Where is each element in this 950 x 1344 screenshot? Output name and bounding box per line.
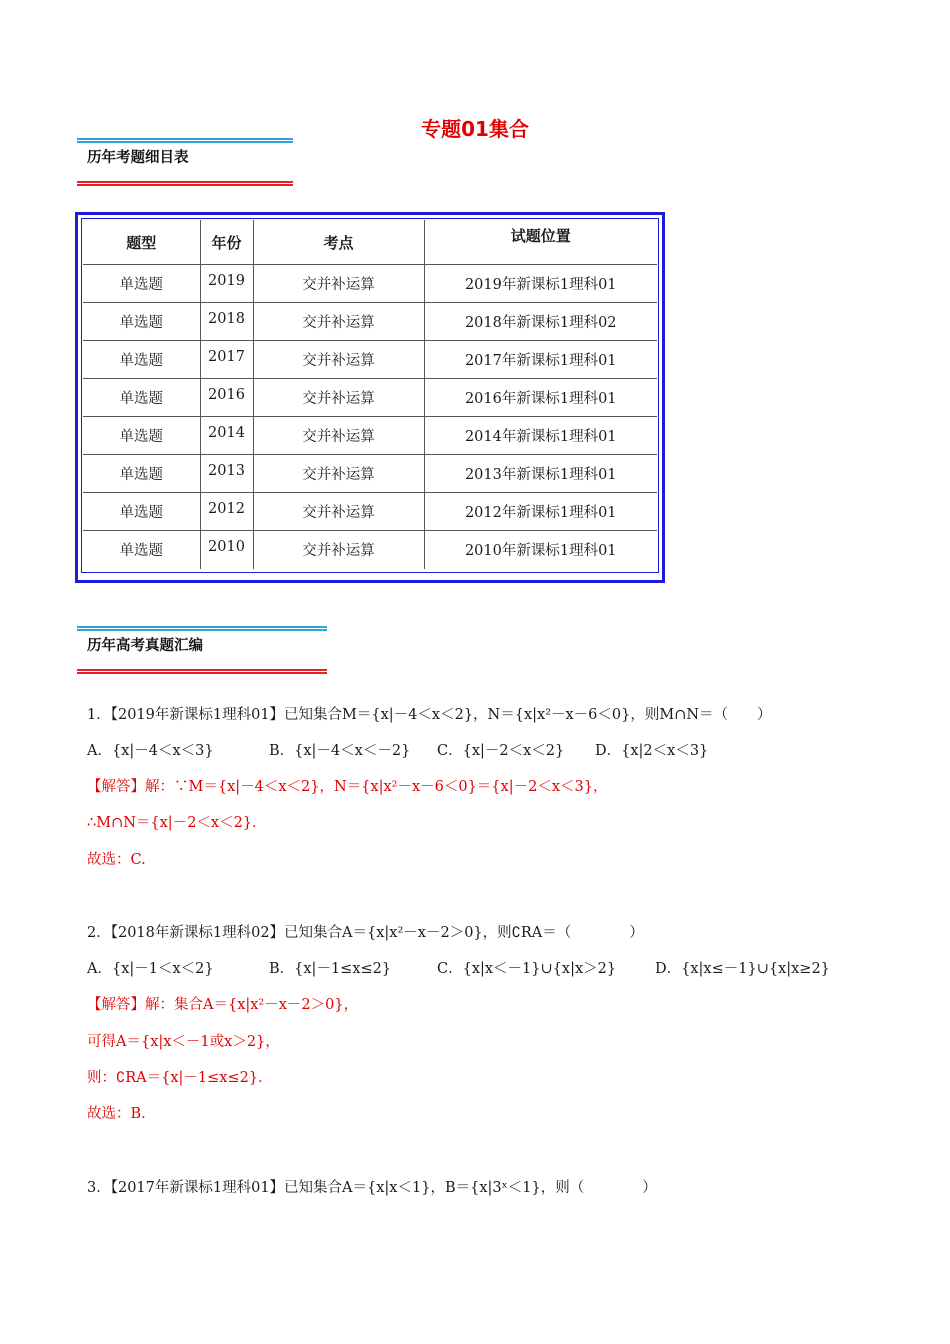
section-title: 历年考题细目表 [87, 150, 189, 166]
cell-year: 2013 [200, 455, 253, 493]
exam-table-frame [75, 212, 665, 583]
header-topic: 考点 [253, 220, 424, 265]
table-row [83, 341, 657, 379]
question-2-solution-line-1: 【解答】解：集合A＝{x|x²－x－2＞0}， [87, 997, 359, 1013]
option-d: D．{x|2＜x＜3} [595, 743, 709, 759]
cell-topic: 交并补运算 [253, 493, 424, 531]
cell-year: 2014 [200, 417, 253, 455]
cell-position: 2013年新课标1理科01 [424, 455, 657, 493]
table-row [83, 455, 657, 493]
question-2-solution-line-3: 则：∁RA＝{x|－1≤x≤2}． [87, 1070, 273, 1086]
question-2-answer: 故选：B. [87, 1106, 146, 1122]
section-bottom-rule [77, 181, 293, 186]
cell-type: 单选题 [83, 303, 200, 341]
table-row [83, 379, 657, 417]
option-a: A．{x|－1＜x＜2} [87, 961, 214, 977]
cell-type: 单选题 [83, 379, 200, 417]
cell-type: 单选题 [83, 265, 200, 303]
cell-position: 2010年新课标1理科01 [424, 531, 657, 569]
cell-position: 2012年新课标1理科01 [424, 493, 657, 531]
cell-position: 2016年新课标1理科01 [424, 379, 657, 417]
cell-year: 2010 [200, 531, 253, 569]
question-1-answer: 故选：C. [87, 852, 146, 868]
page-title: 专题01集合 [421, 117, 529, 141]
question-3-stem: 3．【2017年新课标1理科01】已知集合A＝{x|x＜1}，B＝{x|3ˣ＜1}，则（ ） [87, 1180, 657, 1196]
question-1-options [87, 739, 708, 760]
cell-topic: 交并补运算 [253, 417, 424, 455]
cell-position: 2018年新课标1理科02 [424, 303, 657, 341]
cell-position: 2019年新课标1理科01 [424, 265, 657, 303]
option-b: B．{x|－4＜x＜－2} [269, 743, 411, 759]
table-row [83, 493, 657, 531]
cell-position: 2017年新课标1理科01 [424, 341, 657, 379]
cell-year: 2016 [200, 379, 253, 417]
table-row [83, 265, 657, 303]
table-row [83, 531, 657, 569]
cell-topic: 交并补运算 [253, 379, 424, 417]
table-header-row [83, 220, 657, 265]
header-type: 题型 [83, 220, 200, 265]
cell-year: 2019 [200, 265, 253, 303]
cell-type: 单选题 [83, 455, 200, 493]
cell-type: 单选题 [83, 531, 200, 569]
option-a: A．{x|－4＜x＜3} [87, 743, 214, 759]
table-row [83, 417, 657, 455]
question-1-solution-line-1: 【解答】解：∵M＝{x|－4＜x＜2}，N＝{x|x²－x－6＜0}＝{x|－2＜x＜3}， [87, 779, 608, 795]
cell-position: 2014年新课标1理科01 [424, 417, 657, 455]
option-b: B．{x|－1≤x≤2} [269, 961, 392, 977]
question-2-options [87, 957, 830, 978]
option-d: D．{x|x≤－1}∪{x|x≥2} [655, 961, 830, 977]
cell-topic: 交并补运算 [253, 531, 424, 569]
question-2-stem: 2．【2018年新课标1理科02】已知集合A＝{x|x²－x－2＞0}，则∁RA＝（ ） [87, 925, 644, 941]
cell-year: 2012 [200, 493, 253, 531]
cell-topic: 交并补运算 [253, 265, 424, 303]
option-c: C．{x|x＜－1}∪{x|x＞2} [437, 961, 617, 977]
header-position: 试题位置 [424, 220, 657, 265]
section-header-table [77, 138, 293, 186]
cell-topic: 交并补运算 [253, 341, 424, 379]
cell-type: 单选题 [83, 493, 200, 531]
cell-type: 单选题 [83, 417, 200, 455]
cell-year: 2017 [200, 341, 253, 379]
cell-topic: 交并补运算 [253, 303, 424, 341]
section-title: 历年高考真题汇编 [87, 638, 203, 654]
section-header-questions [77, 626, 327, 674]
section-bottom-rule [77, 669, 327, 674]
question-2-solution-line-2: 可得A＝{x|x＜－1或x＞2}， [87, 1034, 280, 1050]
option-c: C．{x|－2＜x＜2} [437, 743, 565, 759]
question-1-stem: 1．【2019年新课标1理科01】已知集合M＝{x|－4＜x＜2}，N＝{x|x²－x－6＜0}，则M∩N＝（ ） [87, 707, 772, 723]
cell-type: 单选题 [83, 341, 200, 379]
table-row [83, 303, 657, 341]
header-year: 年份 [200, 220, 253, 265]
question-1-solution-line-2: ∴M∩N＝{x|－2＜x＜2}． [87, 815, 267, 831]
cell-year: 2018 [200, 303, 253, 341]
cell-topic: 交并补运算 [253, 455, 424, 493]
exam-table [83, 220, 657, 569]
